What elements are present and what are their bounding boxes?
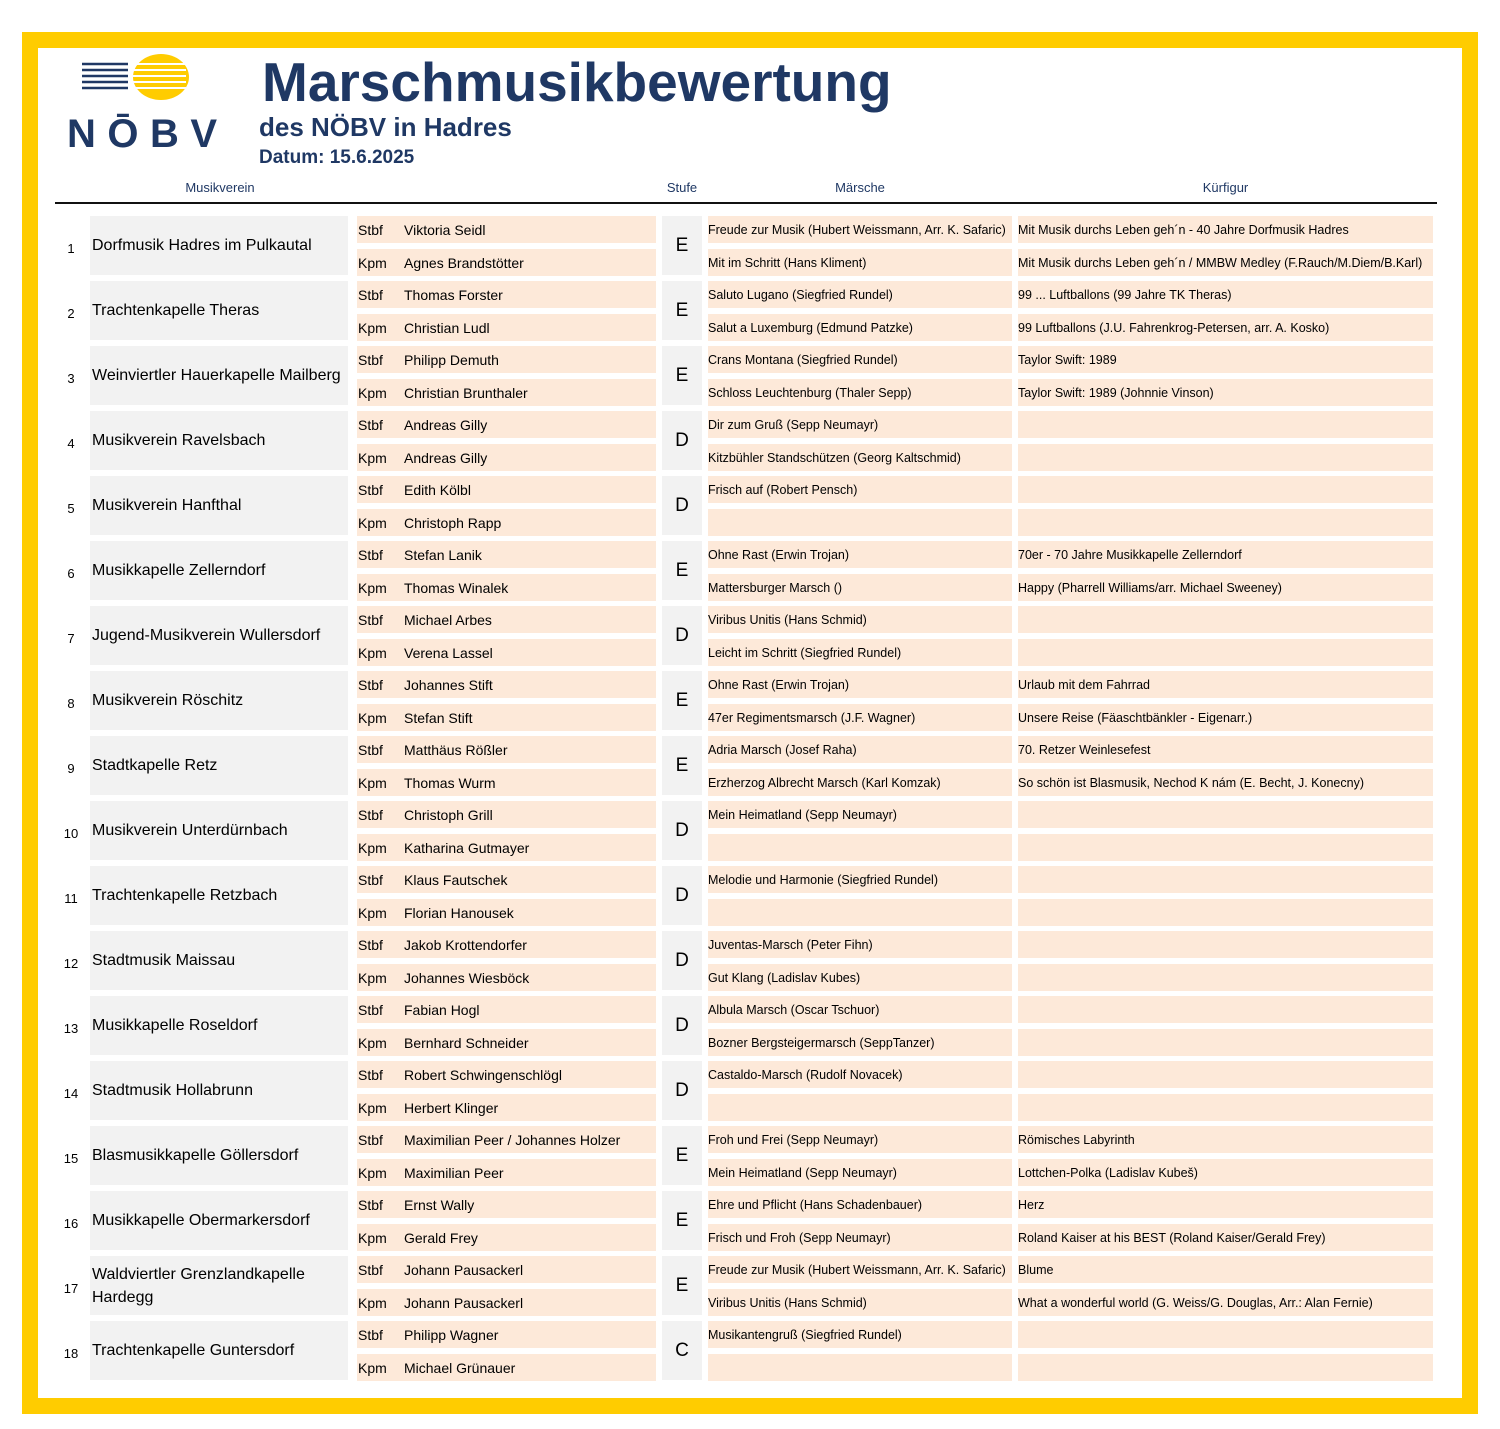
conductor-name: Philipp Demuth bbox=[404, 351, 499, 368]
role-label: Stbf bbox=[358, 741, 383, 758]
kuerfigur-1 bbox=[1018, 801, 1433, 828]
difficulty-level: D bbox=[662, 476, 702, 535]
band-name: Stadtkapelle Retz bbox=[90, 736, 348, 795]
conductor-stbf bbox=[357, 1191, 656, 1218]
conductor-stbf bbox=[357, 216, 656, 243]
role-label: Stbf bbox=[358, 1326, 383, 1343]
conductor-stbf bbox=[357, 411, 656, 438]
conductor-kpm bbox=[357, 314, 656, 341]
march-2: Mit im Schritt (Hans Kliment) bbox=[708, 249, 1012, 276]
row-number: 17 bbox=[63, 1281, 79, 1296]
conductor-name: Johannes Stift bbox=[404, 676, 493, 693]
march-1: Adria Marsch (Josef Raha) bbox=[708, 736, 1012, 763]
difficulty-level: E bbox=[662, 1126, 702, 1185]
conductor-name: Andreas Gilly bbox=[404, 449, 488, 466]
band-name: Stadtmusik Maissau bbox=[90, 931, 348, 990]
kuerfigur-1: Herz bbox=[1018, 1191, 1433, 1218]
noebv-logo bbox=[66, 52, 218, 152]
conductor-name: Michael Arbes bbox=[404, 611, 492, 628]
kuerfigur-2: Mit Musik durchs Leben geh´n / MMBW Medley (F.Rauch/M.Diem/B.Karl) bbox=[1018, 249, 1433, 276]
row-number: 10 bbox=[63, 826, 79, 841]
band-name: Musikkapelle Roseldorf bbox=[90, 996, 348, 1055]
conductor-name: Thomas Winalek bbox=[404, 579, 509, 596]
difficulty-level: D bbox=[662, 1061, 702, 1120]
band-name: Waldviertler Grenzlandkapelle Hardegg bbox=[90, 1256, 348, 1315]
band-name: Musikkapelle Zellerndorf bbox=[90, 541, 348, 600]
kuerfigur-1 bbox=[1018, 476, 1433, 503]
march-1: Froh und Frei (Sepp Neumayr) bbox=[708, 1126, 1012, 1153]
conductor-name: Gerald Frey bbox=[404, 1229, 478, 1246]
kuerfigur-1: Römisches Labyrinth bbox=[1018, 1126, 1433, 1153]
kuerfigur-1: 99 ... Luftballons (99 Jahre TK Theras) bbox=[1018, 281, 1433, 308]
march-1: Musikantengruß (Siegfried Rundel) bbox=[708, 1321, 1012, 1348]
role-label: Kpm bbox=[358, 449, 387, 466]
conductor-stbf bbox=[357, 996, 656, 1023]
difficulty-level: E bbox=[662, 346, 702, 405]
table-row bbox=[0, 541, 1500, 606]
march-2: 47er Regimentsmarsch (J.F. Wagner) bbox=[708, 704, 1012, 731]
band-name: Musikverein Hanfthal bbox=[90, 476, 348, 535]
role-label: Kpm bbox=[358, 839, 387, 856]
conductor-name: Johann Pausackerl bbox=[404, 1294, 524, 1311]
conductor-name: Ernst Wally bbox=[404, 1196, 475, 1213]
table-row bbox=[0, 346, 1500, 411]
conductor-stbf bbox=[357, 866, 656, 893]
march-1: Melodie und Harmonie (Siegfried Rundel) bbox=[708, 866, 1012, 893]
band-name: Jugend-Musikverein Wullersdorf bbox=[90, 606, 348, 665]
conductor-stbf bbox=[357, 801, 656, 828]
table-row bbox=[0, 801, 1500, 866]
role-label: Stbf bbox=[358, 1131, 383, 1148]
role-label: Stbf bbox=[358, 1261, 383, 1278]
role-label: Stbf bbox=[358, 351, 383, 368]
role-label: Kpm bbox=[358, 1229, 387, 1246]
role-label: Stbf bbox=[358, 481, 383, 498]
conductor-name: Klaus Fautschek bbox=[404, 871, 508, 888]
march-2: Erzherzog Albrecht Marsch (Karl Komzak) bbox=[708, 769, 1012, 796]
row-number: 9 bbox=[67, 761, 75, 776]
march-2: Mein Heimatland (Sepp Neumayr) bbox=[708, 1159, 1012, 1186]
table-row bbox=[0, 1256, 1500, 1321]
row-number: 16 bbox=[63, 1216, 79, 1231]
band-name: Weinviertler Hauerkapelle Mailberg bbox=[90, 346, 348, 405]
march-2: Salut a Luxemburg (Edmund Patzke) bbox=[708, 314, 1012, 341]
kuerfigur-2 bbox=[1018, 444, 1433, 471]
row-number: 2 bbox=[67, 306, 75, 321]
conductor-name: Katharina Gutmayer bbox=[404, 839, 530, 856]
conductor-name: Florian Hanousek bbox=[404, 904, 514, 921]
difficulty-level: D bbox=[662, 411, 702, 470]
band-name: Trachtenkapelle Retzbach bbox=[90, 866, 348, 925]
row-number: 12 bbox=[63, 956, 79, 971]
difficulty-level: E bbox=[662, 541, 702, 600]
role-label: Kpm bbox=[358, 254, 387, 271]
conductor-name: Michael Grünauer bbox=[404, 1359, 516, 1376]
row-number: 15 bbox=[63, 1151, 79, 1166]
role-label: Kpm bbox=[358, 904, 387, 921]
conductor-kpm bbox=[357, 1289, 656, 1316]
kuerfigur-2 bbox=[1018, 964, 1433, 991]
march-2: Schloss Leuchtenburg (Thaler Sepp) bbox=[708, 379, 1012, 406]
row-number: 3 bbox=[67, 371, 75, 386]
march-2: Frisch und Froh (Sepp Neumayr) bbox=[708, 1224, 1012, 1251]
column-header-kuerfigur: Kürfigur bbox=[1202, 180, 1249, 195]
difficulty-level: D bbox=[662, 866, 702, 925]
band-name: Dorfmusik Hadres im Pulkautal bbox=[90, 216, 348, 275]
kuerfigur-1 bbox=[1018, 866, 1433, 893]
march-2 bbox=[708, 1354, 1012, 1381]
header-divider bbox=[55, 202, 1437, 204]
band-name: Trachtenkapelle Guntersdorf bbox=[90, 1321, 348, 1380]
conductor-name: Christoph Grill bbox=[404, 806, 493, 823]
difficulty-level: E bbox=[662, 216, 702, 275]
conductor-name: Thomas Forster bbox=[404, 286, 503, 303]
role-label: Stbf bbox=[358, 611, 383, 628]
conductor-stbf bbox=[357, 1256, 656, 1283]
role-label: Stbf bbox=[358, 416, 383, 433]
conductor-name: Philipp Wagner bbox=[404, 1326, 499, 1343]
row-number: 4 bbox=[67, 436, 75, 451]
kuerfigur-2: 99 Luftballons (J.U. Fahrenkrog-Petersen, arr. A. Kosko) bbox=[1018, 314, 1433, 341]
kuerfigur-1: Urlaub mit dem Fahrrad bbox=[1018, 671, 1433, 698]
event-date: Datum: 15.6.2025 bbox=[259, 147, 415, 168]
table-row bbox=[0, 411, 1500, 476]
conductor-kpm bbox=[357, 444, 656, 471]
row-number: 5 bbox=[67, 501, 75, 516]
conductor-stbf bbox=[357, 1321, 656, 1348]
role-label: Stbf bbox=[358, 286, 383, 303]
march-1: Juventas-Marsch (Peter Fihn) bbox=[708, 931, 1012, 958]
kuerfigur-2 bbox=[1018, 1354, 1433, 1381]
conductor-name: Maximilian Peer bbox=[404, 1164, 504, 1181]
role-label: Kpm bbox=[358, 384, 387, 401]
conductor-name: Edith Kölbl bbox=[404, 481, 471, 498]
role-label: Stbf bbox=[358, 1066, 383, 1083]
conductor-kpm bbox=[357, 704, 656, 731]
conductor-name: Christian Brunthaler bbox=[404, 384, 528, 401]
role-label: Stbf bbox=[358, 871, 383, 888]
kuerfigur-1: 70. Retzer Weinlesefest bbox=[1018, 736, 1433, 763]
difficulty-level: E bbox=[662, 281, 702, 340]
row-number: 1 bbox=[67, 241, 75, 256]
conductor-stbf bbox=[357, 606, 656, 633]
difficulty-level: E bbox=[662, 1191, 702, 1250]
kuerfigur-1 bbox=[1018, 1321, 1433, 1348]
row-number: 18 bbox=[63, 1346, 79, 1361]
conductor-stbf bbox=[357, 1061, 656, 1088]
row-number: 8 bbox=[67, 696, 75, 711]
role-label: Kpm bbox=[358, 774, 387, 791]
band-name: Musikverein Ravelsbach bbox=[90, 411, 348, 470]
role-label: Stbf bbox=[358, 676, 383, 693]
kuerfigur-2: Lottchen-Polka (Ladislav Kubeš) bbox=[1018, 1159, 1433, 1186]
march-2 bbox=[708, 899, 1012, 926]
row-number: 14 bbox=[63, 1086, 79, 1101]
table-row bbox=[0, 671, 1500, 736]
band-name: Blasmusikkapelle Göllersdorf bbox=[90, 1126, 348, 1185]
conductor-kpm bbox=[357, 379, 656, 406]
role-label: Stbf bbox=[358, 806, 383, 823]
role-label: Kpm bbox=[358, 1099, 387, 1116]
conductor-name: Fabian Hogl bbox=[404, 1001, 480, 1018]
column-header-stufe: Stufe bbox=[666, 180, 698, 195]
band-name: Musikkapelle Obermarkersdorf bbox=[90, 1191, 348, 1250]
difficulty-level: D bbox=[662, 606, 702, 665]
conductor-name: Thomas Wurm bbox=[404, 774, 496, 791]
column-header-musikverein: Musikverein bbox=[185, 180, 255, 195]
conductor-kpm bbox=[357, 639, 656, 666]
kuerfigur-1 bbox=[1018, 1061, 1433, 1088]
march-2: Leicht im Schritt (Siegfried Rundel) bbox=[708, 639, 1012, 666]
role-label: Kpm bbox=[358, 1294, 387, 1311]
conductor-kpm bbox=[357, 1159, 656, 1186]
march-1: Ehre und Pflicht (Hans Schadenbauer) bbox=[708, 1191, 1012, 1218]
difficulty-level: E bbox=[662, 671, 702, 730]
table-row bbox=[0, 931, 1500, 996]
conductor-name: Bernhard Schneider bbox=[404, 1034, 529, 1051]
conductor-kpm bbox=[357, 834, 656, 861]
kuerfigur-2 bbox=[1018, 1029, 1433, 1056]
kuerfigur-2 bbox=[1018, 509, 1433, 536]
table-row bbox=[0, 1126, 1500, 1191]
conductor-kpm bbox=[357, 1354, 656, 1381]
band-name: Trachtenkapelle Theras bbox=[90, 281, 348, 340]
march-1: Crans Montana (Siegfried Rundel) bbox=[708, 346, 1012, 373]
column-header-maersche: Märsche bbox=[835, 180, 885, 195]
kuerfigur-1 bbox=[1018, 411, 1433, 438]
kuerfigur-1: 70er - 70 Jahre Musikkapelle Zellerndorf bbox=[1018, 541, 1433, 568]
role-label: Kpm bbox=[358, 1359, 387, 1376]
march-2 bbox=[708, 509, 1012, 536]
march-1: Freude zur Musik (Hubert Weissmann, Arr. K. Safaric) bbox=[708, 1256, 1012, 1283]
table-row bbox=[0, 606, 1500, 671]
kuerfigur-2: Roland Kaiser at his BEST (Roland Kaiser/Gerald Frey) bbox=[1018, 1224, 1433, 1251]
conductor-name: Jakob Krottendorfer bbox=[404, 936, 527, 953]
conductor-stbf bbox=[357, 476, 656, 503]
difficulty-level: E bbox=[662, 736, 702, 795]
conductor-kpm bbox=[357, 1224, 656, 1251]
conductor-kpm bbox=[357, 1094, 656, 1121]
table-row bbox=[0, 866, 1500, 931]
role-label: Kpm bbox=[358, 1034, 387, 1051]
role-label: Kpm bbox=[358, 969, 387, 986]
march-2 bbox=[708, 1094, 1012, 1121]
march-1: Ohne Rast (Erwin Trojan) bbox=[708, 671, 1012, 698]
conductor-stbf bbox=[357, 931, 656, 958]
table-row bbox=[0, 216, 1500, 281]
band-name: Stadtmusik Hollabrunn bbox=[90, 1061, 348, 1120]
kuerfigur-2: Unsere Reise (Fäaschtbänkler - Eigenarr.) bbox=[1018, 704, 1433, 731]
difficulty-level: E bbox=[662, 1256, 702, 1315]
conductor-stbf bbox=[357, 281, 656, 308]
role-label: Stbf bbox=[358, 221, 383, 238]
conductor-name: Christian Ludl bbox=[404, 319, 490, 336]
page-subtitle: des NÖBV in Hadres bbox=[259, 112, 512, 142]
conductor-stbf bbox=[357, 736, 656, 763]
difficulty-level: D bbox=[662, 801, 702, 860]
role-label: Kpm bbox=[358, 1164, 387, 1181]
conductor-name: Herbert Klinger bbox=[404, 1099, 499, 1116]
march-2 bbox=[708, 834, 1012, 861]
march-1: Mein Heimatland (Sepp Neumayr) bbox=[708, 801, 1012, 828]
march-1: Albula Marsch (Oscar Tschuor) bbox=[708, 996, 1012, 1023]
conductor-kpm bbox=[357, 769, 656, 796]
table-row bbox=[0, 476, 1500, 541]
table-row bbox=[0, 1321, 1500, 1386]
band-name: Musikverein Unterdürnbach bbox=[90, 801, 348, 860]
kuerfigur-2 bbox=[1018, 899, 1433, 926]
conductor-stbf bbox=[357, 671, 656, 698]
march-1: Saluto Lugano (Siegfried Rundel) bbox=[708, 281, 1012, 308]
kuerfigur-1 bbox=[1018, 931, 1433, 958]
conductor-stbf bbox=[357, 541, 656, 568]
role-label: Stbf bbox=[358, 1196, 383, 1213]
march-2: Gut Klang (Ladislav Kubes) bbox=[708, 964, 1012, 991]
kuerfigur-1: Mit Musik durchs Leben geh´n - 40 Jahre Dorfmusik Hadres bbox=[1018, 216, 1433, 243]
conductor-name: Andreas Gilly bbox=[404, 416, 488, 433]
conductor-name: Agnes Brandstötter bbox=[404, 254, 524, 271]
march-2: Bozner Bergsteigermarsch (SeppTanzer) bbox=[708, 1029, 1012, 1056]
conductor-name: Johann Pausackerl bbox=[404, 1261, 524, 1278]
difficulty-level: D bbox=[662, 996, 702, 1055]
svg-text:NŌBV: NŌBV bbox=[67, 112, 217, 152]
march-2: Kitzbühler Standschützen (Georg Kaltschmid) bbox=[708, 444, 1012, 471]
kuerfigur-2 bbox=[1018, 639, 1433, 666]
role-label: Kpm bbox=[358, 514, 387, 531]
table-row bbox=[0, 1061, 1500, 1126]
march-1: Castaldo-Marsch (Rudolf Novacek) bbox=[708, 1061, 1012, 1088]
kuerfigur-1: Blume bbox=[1018, 1256, 1433, 1283]
conductor-name: Stefan Stift bbox=[404, 709, 473, 726]
table-row bbox=[0, 736, 1500, 801]
role-label: Kpm bbox=[358, 319, 387, 336]
conductor-kpm bbox=[357, 1029, 656, 1056]
conductor-name: Stefan Lanik bbox=[404, 546, 482, 563]
conductor-kpm bbox=[357, 574, 656, 601]
march-1: Frisch auf (Robert Pensch) bbox=[708, 476, 1012, 503]
conductor-kpm bbox=[357, 899, 656, 926]
conductor-name: Johannes Wiesböck bbox=[404, 969, 530, 986]
role-label: Kpm bbox=[358, 709, 387, 726]
kuerfigur-2: Happy (Pharrell Williams/arr. Michael Sweeney) bbox=[1018, 574, 1433, 601]
march-1: Ohne Rast (Erwin Trojan) bbox=[708, 541, 1012, 568]
row-number: 7 bbox=[67, 631, 75, 646]
band-name: Musikverein Röschitz bbox=[90, 671, 348, 730]
role-label: Kpm bbox=[358, 644, 387, 661]
conductor-name: Verena Lassel bbox=[404, 644, 493, 661]
row-number: 11 bbox=[64, 891, 78, 906]
conductor-kpm bbox=[357, 964, 656, 991]
kuerfigur-2 bbox=[1018, 1094, 1433, 1121]
conductor-name: Matthäus Rößler bbox=[404, 741, 508, 758]
page-title: Marschmusikbewertung bbox=[262, 51, 892, 113]
table-row bbox=[0, 996, 1500, 1061]
march-1: Dir zum Gruß (Sepp Neumayr) bbox=[708, 411, 1012, 438]
role-label: Kpm bbox=[358, 579, 387, 596]
difficulty-level: D bbox=[662, 931, 702, 990]
march-1: Freude zur Musik (Hubert Weissmann, Arr. K. Safaric) bbox=[708, 216, 1012, 243]
conductor-stbf bbox=[357, 1126, 656, 1153]
row-number: 13 bbox=[63, 1021, 79, 1036]
kuerfigur-2: What a wonderful world (G. Weiss/G. Douglas, Arr.: Alan Fernie) bbox=[1018, 1289, 1433, 1316]
row-number: 6 bbox=[67, 566, 75, 581]
march-2: Viribus Unitis (Hans Schmid) bbox=[708, 1289, 1012, 1316]
conductor-name: Christoph Rapp bbox=[404, 514, 502, 531]
kuerfigur-1 bbox=[1018, 996, 1433, 1023]
kuerfigur-2 bbox=[1018, 834, 1433, 861]
conductor-name: Viktoria Seidl bbox=[404, 221, 486, 238]
march-2: Mattersburger Marsch () bbox=[708, 574, 1012, 601]
difficulty-level: C bbox=[662, 1321, 702, 1380]
march-1: Viribus Unitis (Hans Schmid) bbox=[708, 606, 1012, 633]
kuerfigur-1: Taylor Swift: 1989 bbox=[1018, 346, 1433, 373]
conductor-name: Robert Schwingenschlögl bbox=[404, 1066, 562, 1083]
role-label: Stbf bbox=[358, 1001, 383, 1018]
kuerfigur-2: Taylor Swift: 1989 (Johnnie Vinson) bbox=[1018, 379, 1433, 406]
role-label: Stbf bbox=[358, 546, 383, 563]
role-label: Stbf bbox=[358, 936, 383, 953]
conductor-stbf bbox=[357, 346, 656, 373]
table-row bbox=[0, 1191, 1500, 1256]
conductor-kpm bbox=[357, 249, 656, 276]
kuerfigur-2: So schön ist Blasmusik, Nechod K nám (E. Becht, J. Konecny) bbox=[1018, 769, 1433, 796]
table-row bbox=[0, 281, 1500, 346]
kuerfigur-1 bbox=[1018, 606, 1433, 633]
conductor-kpm bbox=[357, 509, 656, 536]
conductor-name: Maximilian Peer / Johannes Holzer bbox=[404, 1131, 621, 1148]
